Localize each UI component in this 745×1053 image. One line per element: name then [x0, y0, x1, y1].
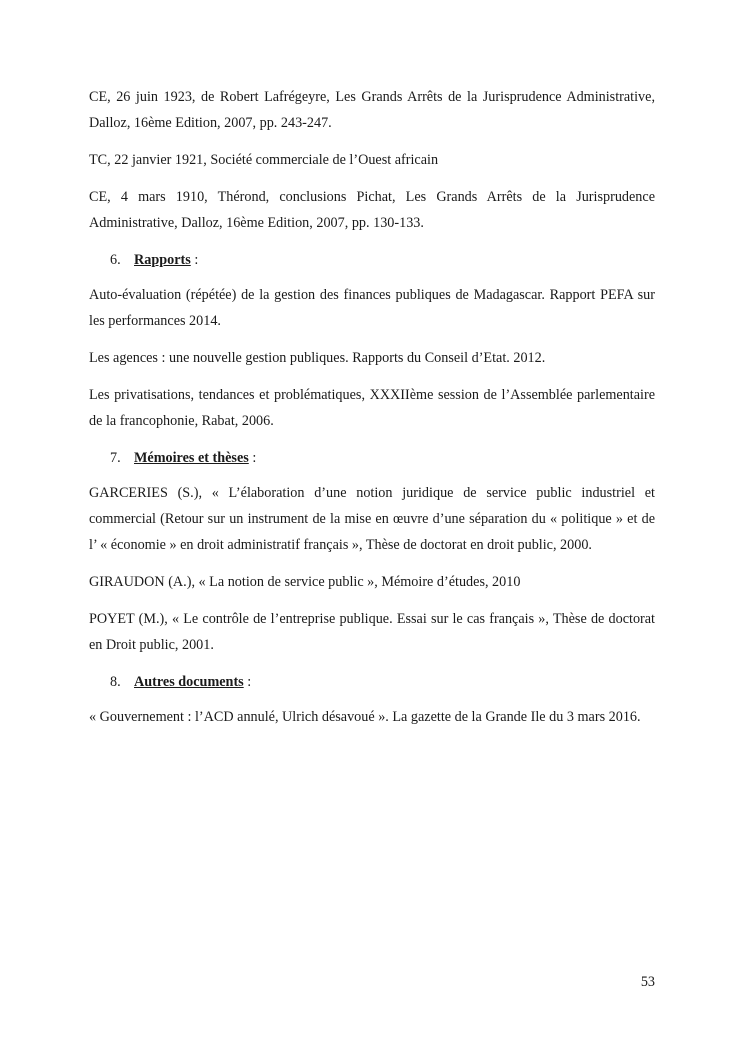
section-suffix: : — [248, 450, 257, 466]
section-heading-memoires-theses — [89, 445, 655, 471]
report-entry: Auto-évaluation (répétée) de la gestion des finances publiques de Madagascar. Rapport PEFA sur les performances 2014. — [89, 287, 655, 329]
jurisprudence-entry: CE, 26 juin 1923, de Robert Lafrégeyre, Les Grands Arrêts de la Jurisprudence Administrative, Dalloz, 16ème Edition, 2007, pp. 243-247. — [89, 89, 655, 131]
report-entry: Les agences : une nouvelle gestion publiques. Rapports du Conseil d’Etat. 2012. — [89, 350, 546, 366]
thesis-entry: GARCERIES (S.), « L’élaboration d’une notion juridique de service public industriel et commercial (Retour sur un instrument de la mise en œuvre d’une séparation du « politique » et de l’ « économie » en droit administratif français », Thèse de doctorat en droit public, 2000. — [89, 485, 655, 553]
jurisprudence-entry: TC, 22 janvier 1921, Société commerciale de l’Ouest africain — [89, 152, 439, 168]
thesis-entry: GIRAUDON (A.), « La notion de service public », Mémoire d’études, 2010 — [89, 574, 521, 590]
section-suffix: : — [190, 252, 199, 268]
section-title: Rapports — [134, 252, 191, 268]
section-title: Mémoires et thèses — [134, 450, 249, 466]
section-number: 6. — [110, 252, 121, 268]
thesis-entry: POYET (M.), « Le contrôle de l’entreprise publique. Essai sur le cas français », Thèse de doctorat en Droit public, 2001. — [89, 611, 655, 653]
jurisprudence-entry: CE, 4 mars 1910, Thérond, conclusions Pichat, Les Grands Arrêts de la Jurisprudence Administrative, Dalloz, 16ème Edition, 2007, pp. 130-133. — [89, 189, 655, 231]
section-heading-rapports — [89, 247, 655, 273]
page-content — [89, 84, 655, 741]
report-entry: Les privatisations, tendances et problématiques, XXXIIème session de l’Assemblée parlementaire de la francophonie, Rabat, 2006. — [89, 387, 655, 429]
section-number: 7. — [110, 450, 121, 466]
section-title: Autres documents — [134, 674, 244, 690]
other-document-entry: « Gouvernement : l’ACD annulé, Ulrich désavoué ». La gazette de la Grande Ile du 3 mars 2016. — [89, 709, 641, 725]
section-number: 8. — [110, 674, 121, 690]
section-suffix: : — [243, 674, 252, 690]
section-heading-autres-documents — [89, 669, 655, 695]
page-number: 53 — [640, 974, 655, 990]
